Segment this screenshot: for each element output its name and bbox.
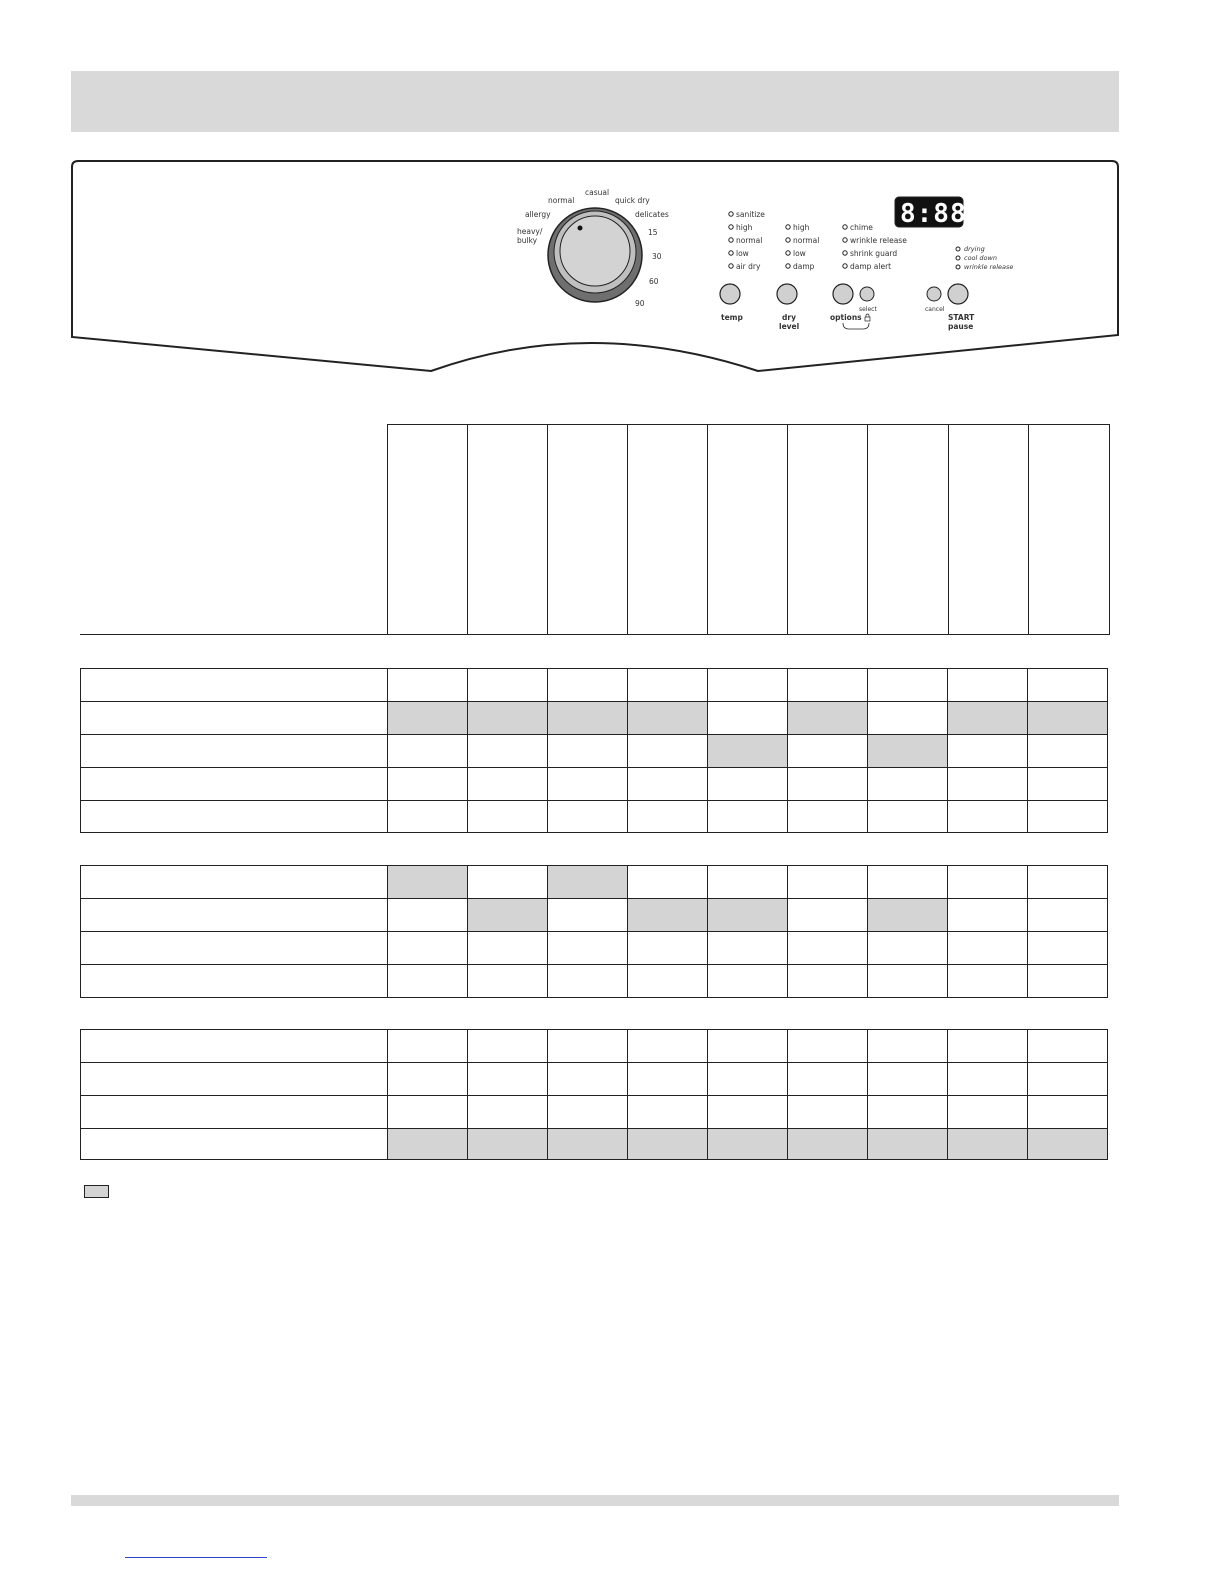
shaded-cell [788,1129,868,1160]
table-row [81,866,1108,899]
table-cell [388,1030,468,1063]
table-row [81,801,1108,833]
table-cell [548,735,628,768]
table-cell [948,899,1028,932]
table-cell [868,801,948,833]
table-cell [1028,669,1108,702]
dial-label-bulky: bulky [517,236,538,245]
table-cell [708,965,788,998]
cancel-button[interactable] [927,287,941,301]
row-label-cell [81,768,388,801]
table-cell [868,669,948,702]
column-header-1 [387,424,388,635]
table-cell [708,1030,788,1063]
table-cell [468,932,548,965]
row-label-cell [81,932,388,965]
table-cell [868,702,948,735]
options-button-label: options [830,313,862,322]
temp-button[interactable] [720,284,740,304]
table-cell [628,801,708,833]
temp-option-sanitize: sanitize [736,210,765,219]
table-cell [388,735,468,768]
table-cell [1028,866,1108,899]
status-cool-down: cool down [964,254,997,262]
table-1 [80,668,1108,833]
table-cell [628,1063,708,1096]
table-cell [628,1096,708,1129]
column-header-4 [627,424,628,635]
table-cell [788,801,868,833]
table-cell [628,669,708,702]
table-cell [868,965,948,998]
bottom-footer-bar [71,1495,1119,1506]
row-label-cell [81,702,388,735]
control-panel-illustration [68,155,1123,377]
table-row [81,669,1108,702]
dial-time-30: 30 [652,252,662,261]
temp-option-air-dry: air dry [736,262,761,271]
cycle-table-3 [80,1029,1108,1160]
table-cell [788,899,868,932]
dry-option-high: high [793,223,810,232]
shaded-cell [468,702,548,735]
table-cell [948,669,1028,702]
start-label: START [948,313,975,322]
table-cell [1028,1030,1108,1063]
options-button[interactable] [833,284,853,304]
column-header-2 [467,424,468,635]
table-cell [468,965,548,998]
cancel-button-label: cancel [925,306,945,313]
table-cell [468,866,548,899]
row-label-cell [81,1030,388,1063]
column-header-6 [787,424,788,635]
table-cell [708,768,788,801]
column-header-7 [867,424,868,635]
column-header-8 [948,424,949,635]
row-label-cell [81,1096,388,1129]
dry-level-button[interactable] [777,284,797,304]
dial-indicator-dot [578,226,583,231]
table-cell [788,965,868,998]
table-cell [468,1096,548,1129]
legend-shade-swatch [84,1185,109,1198]
table-cell [708,702,788,735]
table-cell [868,1096,948,1129]
table-cell [1028,932,1108,965]
start-pause-button[interactable] [948,284,968,304]
column-headers [387,424,1110,635]
row-label-cell [81,1129,388,1160]
table-cell [788,1030,868,1063]
table-cell [708,932,788,965]
header-bottom-rule [80,634,1110,635]
table-cell [1028,801,1108,833]
table-cell [388,1063,468,1096]
shaded-cell [868,1129,948,1160]
top-header-bar [71,71,1119,132]
dry-option-damp: damp [793,262,815,271]
table-cell [708,866,788,899]
table-cell [468,1063,548,1096]
option-chime: chime [850,223,873,232]
table-cell [468,801,548,833]
table-row [81,1129,1108,1160]
option-damp-alert: damp alert [850,262,892,271]
table-row [81,932,1108,965]
table-cell [948,768,1028,801]
shaded-cell [468,899,548,932]
table-cell [388,669,468,702]
table-cell [388,965,468,998]
shaded-cell [628,899,708,932]
table-cell [628,932,708,965]
table-cell [1028,1096,1108,1129]
shaded-cell [548,1129,628,1160]
table-cell [468,1030,548,1063]
digital-display [895,197,967,229]
option-shrink-guard: shrink guard [850,249,898,258]
table-cell [868,768,948,801]
table-cell [548,768,628,801]
row-label-cell [81,801,388,833]
table-row [81,965,1108,998]
table-cell [868,932,948,965]
column-header-5 [707,424,708,635]
dial-time-60: 60 [649,277,659,286]
dial-label-delicates: delicates [635,210,669,219]
table-row [81,735,1108,768]
table-cell [1028,735,1108,768]
table-cell [948,1063,1028,1096]
dial-time-90: 90 [635,299,645,308]
table-cell [708,1063,788,1096]
table-cell [788,866,868,899]
option-wrinkle-release: wrinkle release [850,236,907,245]
table-cell [948,735,1028,768]
row-label-cell [81,866,388,899]
shaded-cell [548,702,628,735]
dry-option-normal: normal [793,236,820,245]
shaded-cell [708,735,788,768]
shaded-cell [628,1129,708,1160]
status-wrinkle-release: wrinkle release [964,263,1014,271]
row-label-cell [81,735,388,768]
table-cell [948,932,1028,965]
shaded-cell [868,899,948,932]
shaded-cell [388,1129,468,1160]
table-cell [548,1096,628,1129]
table-cell [548,669,628,702]
table-row [81,1030,1108,1063]
dial-label-allergy: allergy [525,210,551,219]
row-label-cell [81,965,388,998]
table-cell [948,965,1028,998]
table-cell [468,669,548,702]
table-cell [1028,965,1108,998]
cycle-dial[interactable] [548,208,642,302]
dial-label-quick-dry: quick dry [615,196,650,205]
table-cell [948,866,1028,899]
dry-level-label-1: dry [782,313,796,322]
shaded-cell [948,1129,1028,1160]
temp-option-low: low [736,249,749,258]
dial-label-heavy: heavy/ [517,227,543,236]
table-2 [80,865,1108,998]
table-cell [388,932,468,965]
shaded-cell [388,702,468,735]
shaded-cell [1028,1129,1108,1160]
status-drying: drying [964,245,985,253]
table-cell [948,801,1028,833]
shaded-cell [708,1129,788,1160]
table-cell [788,768,868,801]
table-cell [788,932,868,965]
table-cell [788,735,868,768]
shaded-cell [1028,702,1108,735]
shaded-cell [868,735,948,768]
table-cell [548,899,628,932]
shaded-cell [628,702,708,735]
table-cell [628,965,708,998]
dry-option-low: low [793,249,806,258]
table-cell [468,768,548,801]
table-row [81,768,1108,801]
table-cell [948,1030,1028,1063]
table-cell [1028,1063,1108,1096]
table-cell [868,866,948,899]
temp-button-label: temp [721,313,743,322]
table-row [81,702,1108,735]
select-button-label: select [859,306,877,313]
temp-option-high: high [736,223,753,232]
table-cell [868,1030,948,1063]
display-readout: 8:88 [900,199,967,229]
shaded-cell [468,1129,548,1160]
table-cell [868,1063,948,1096]
table-cell [388,801,468,833]
temp-option-normal: normal [736,236,763,245]
dial-label-normal: normal [548,196,575,205]
table-cell [788,1063,868,1096]
column-header-9 [1028,424,1029,635]
table-row [81,899,1108,932]
table-cell [1028,768,1108,801]
table-cell [788,1096,868,1129]
shaded-cell [388,866,468,899]
table-cell [388,768,468,801]
table-cell [388,1096,468,1129]
row-label-cell [81,669,388,702]
table-cell [548,932,628,965]
dial-label-casual: casual [585,188,610,197]
table-cell [628,1030,708,1063]
cycle-table-2 [80,865,1108,998]
status-indicators [956,247,960,269]
shaded-cell [788,702,868,735]
shaded-cell [948,702,1028,735]
dry-level-label-2: level [779,322,800,331]
column-header-3 [547,424,548,635]
table-cell [948,1096,1028,1129]
table-cell [628,735,708,768]
table-cell [708,669,788,702]
table-cell [548,965,628,998]
cycle-table-1 [80,668,1108,833]
row-label-cell [81,1063,388,1096]
table-3 [80,1029,1108,1160]
table-cell [548,801,628,833]
shaded-cell [708,899,788,932]
table-row [81,1063,1108,1096]
column-header-end [1109,424,1110,635]
pause-label: pause [948,322,974,331]
dial-time-15: 15 [648,228,658,237]
table-cell [468,735,548,768]
shaded-cell [548,866,628,899]
table-cell [548,1030,628,1063]
table-cell [1028,899,1108,932]
row-label-cell [81,899,388,932]
table-cell [628,866,708,899]
table-cell [388,899,468,932]
table-cell [708,801,788,833]
table-row [81,1096,1108,1129]
table-cell [548,1063,628,1096]
table-cell [628,768,708,801]
table-cell [708,1096,788,1129]
table-cell [788,669,868,702]
select-button[interactable] [860,287,874,301]
footer-link-underline[interactable] [125,1557,267,1558]
